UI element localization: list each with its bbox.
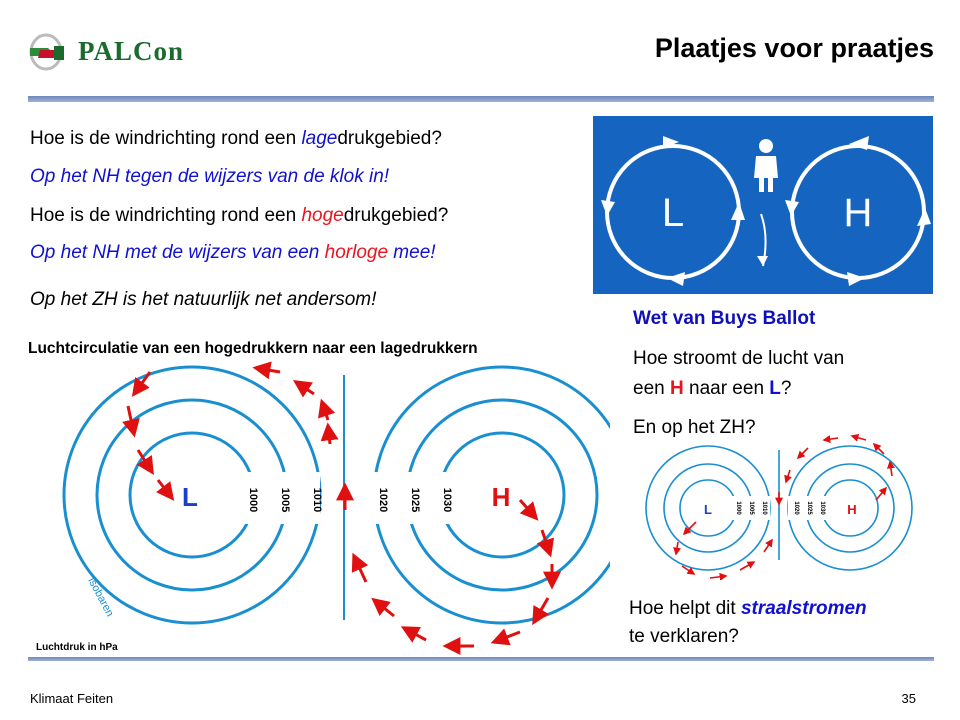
flow-arrow <box>328 426 330 444</box>
illustration-low-label: L <box>661 191 685 235</box>
high-pressure-label: H <box>491 482 511 512</box>
logo-text: PALCon <box>78 36 185 66</box>
side-question-zh: En op het ZH? <box>633 417 756 438</box>
isobar-label: 1030 <box>441 487 453 513</box>
person-head <box>759 139 773 153</box>
flow-arrow <box>322 402 328 420</box>
question-high-pressure: Hoe is de windrichting rond een hogedrukgebied? <box>30 205 449 226</box>
main-isobar-diagram <box>30 360 610 660</box>
illustration-high-label: H <box>843 191 873 235</box>
question-low-pressure: Hoe is de windrichting rond een lagedrukgebied? <box>30 128 442 149</box>
flow-arrow <box>520 500 536 518</box>
footer-left: Klimaat Feiten <box>30 691 114 706</box>
small-isobar-label: 1030 <box>819 501 825 515</box>
isobar-label: 1025 <box>409 487 421 513</box>
top-divider <box>28 96 934 102</box>
isobar-label: 1020 <box>377 487 389 513</box>
isobar-label: 1000 <box>247 487 259 513</box>
logo-hands-icon <box>26 28 76 78</box>
diagram-title: Luchtcirculatie van een hogedrukkern naar een lagedrukkern <box>28 340 478 357</box>
flow-arrow <box>296 382 314 394</box>
low-pressure-label: L <box>182 482 198 512</box>
small-isobar-label: 1010 <box>761 501 767 515</box>
side-question-line1: Hoe stroomt de lucht van <box>633 348 845 369</box>
bottom-divider <box>28 657 934 661</box>
flow-arrow <box>494 632 520 642</box>
page-title: Plaatjes voor praatjes <box>654 33 934 63</box>
flow-arrow <box>256 368 280 372</box>
answer-low-pressure: Op het NH tegen de wijzers van de klok in! <box>30 166 390 187</box>
isobar-label: 1005 <box>279 487 291 513</box>
circulation-illustration <box>593 116 933 294</box>
isobaren-note: isobaren <box>85 575 116 619</box>
palcon-logo <box>26 28 216 78</box>
flow-arrow <box>158 480 172 498</box>
flow-arrow <box>374 600 394 616</box>
small-isobar-label: 1005 <box>748 501 754 515</box>
isobar-label: 1010 <box>311 487 323 513</box>
small-isobar-label: 1020 <box>793 501 799 515</box>
flow-arrow <box>354 556 366 582</box>
answer-high-pressure: Op het NH met de wijzers van een horloge mee! <box>30 242 436 263</box>
flow-arrow <box>134 372 150 394</box>
small-low-label: L <box>704 502 712 517</box>
side-question-line2: een H naar een L? <box>633 378 792 399</box>
flow-arrow <box>404 628 426 640</box>
page-number: 35 <box>901 691 916 706</box>
answer-southern-hemisphere: Op het ZH is het natuurlijk net andersom! <box>30 289 377 310</box>
small-high-label: H <box>847 502 857 517</box>
small-isobar-label: 1025 <box>806 501 812 515</box>
unit-note: Luchtdruk in hPa <box>36 642 118 653</box>
law-title: Wet van Buys Ballot <box>633 308 816 329</box>
small-isobar-label: 1000 <box>735 501 741 515</box>
small-isobar-diagram <box>640 430 920 580</box>
final-question-line1: Hoe helpt dit straalstromen <box>629 598 867 619</box>
final-question-line2: te verklaren? <box>629 626 739 647</box>
